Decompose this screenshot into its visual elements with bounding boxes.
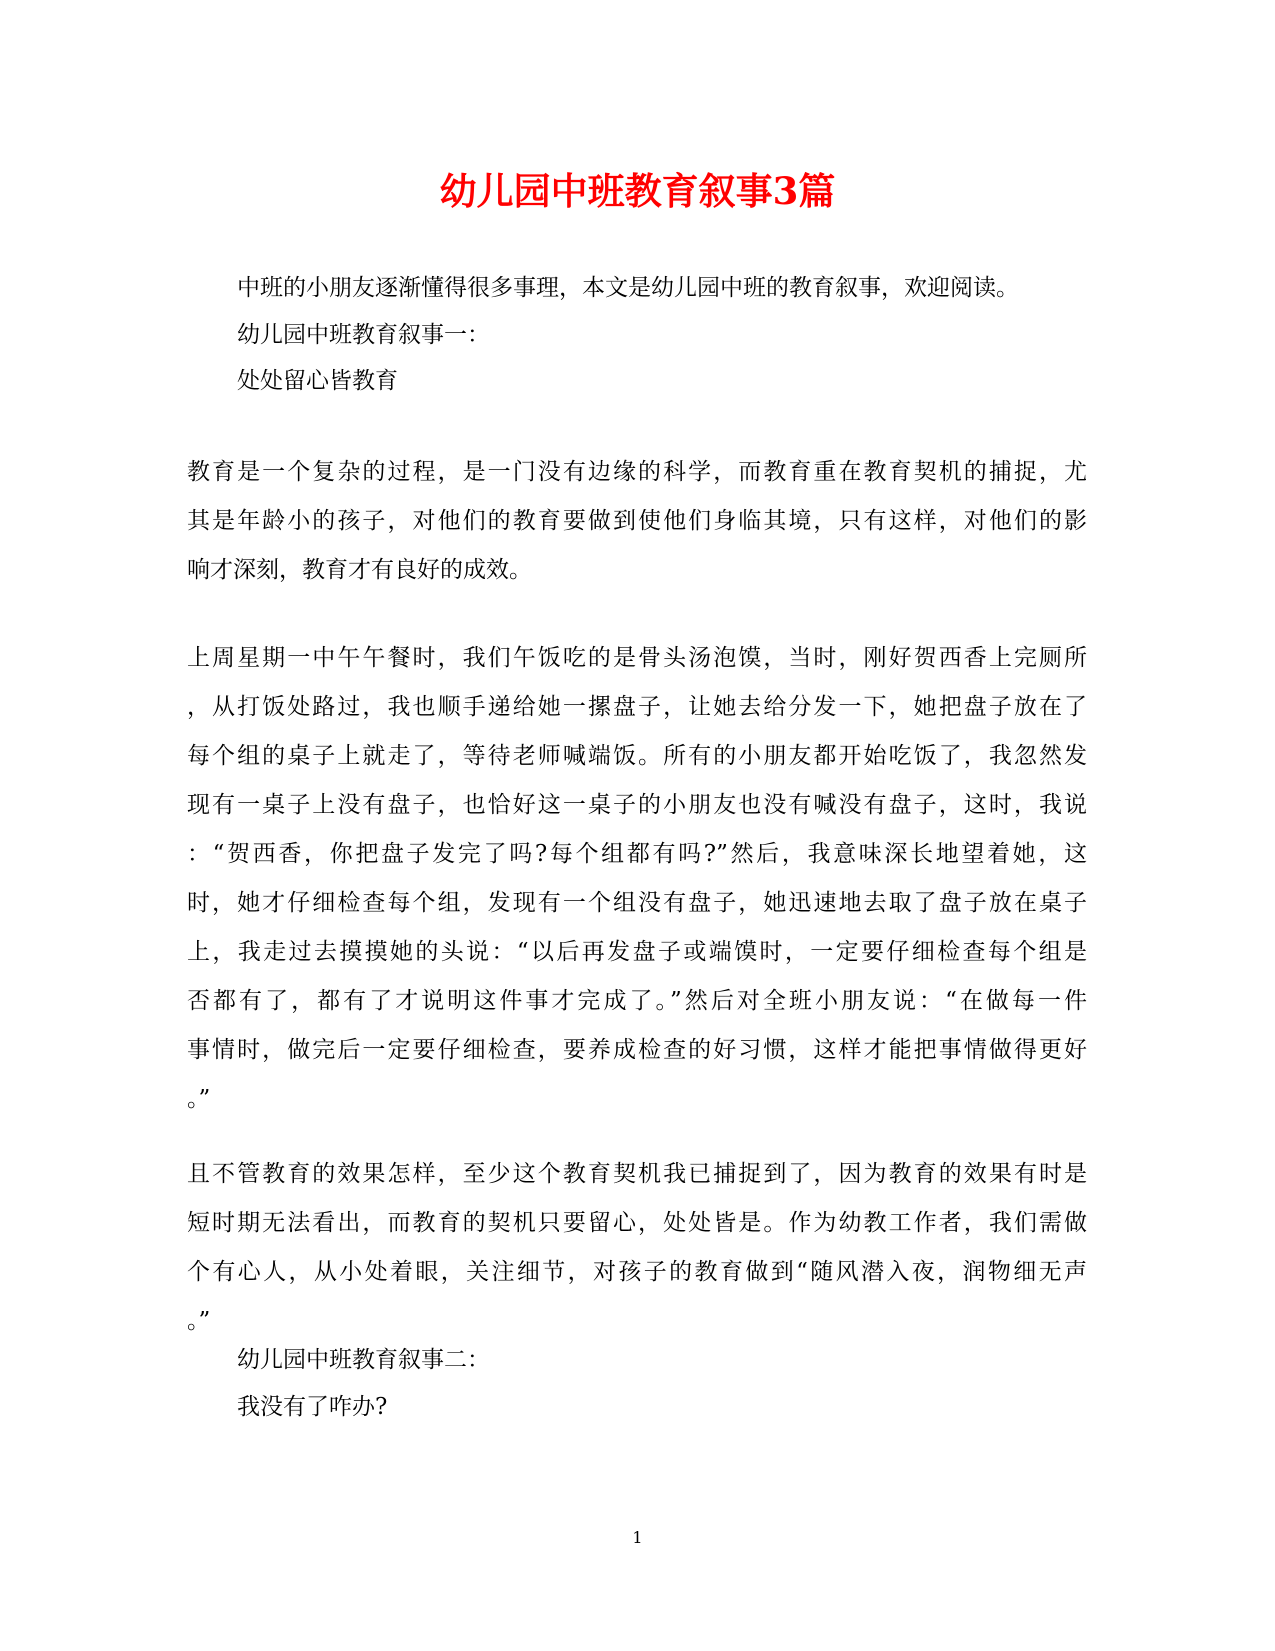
paragraph-line: 教育是一个复杂的过程，是一门没有边缘的科学，而教育重在教育契机的捕捉，尤 (187, 459, 1087, 485)
paragraph-line: 。” (187, 1086, 211, 1112)
intro-line: 中班的小朋友逐渐懂得很多事理，本文是幼儿园中班的教育叙事，欢迎阅读。 (237, 275, 1019, 301)
page-number: 1 (632, 1528, 643, 1547)
paragraph-line: 事情时，做完后一定要仔细检查，要养成检查的好习惯，这样才能把事情做得更好 (187, 1037, 1087, 1063)
document-title: 幼儿园中班教育叙事3篇 (439, 169, 836, 213)
paragraph-line: 响才深刻，教育才有良好的成效。 (187, 557, 532, 583)
paragraph-line: 其是年龄小的孩子，对他们的教育要做到使他们身临其境，只有这样，对他们的影 (187, 508, 1087, 534)
paragraph-line: 且不管教育的效果怎样，至少这个教育契机我已捕捉到了，因为教育的效果有时是 (187, 1161, 1087, 1187)
story1-subtitle: 处处留心皆教育 (237, 368, 398, 394)
paragraph-line: 现有一桌子上没有盘子，也恰好这一桌子的小朋友也没有喊没有盘子，这时，我说 (187, 792, 1087, 818)
paragraph-2 (187, 634, 1087, 1124)
paragraph-line: 每个组的桌子上就走了，等待老师喊端饭。所有的小朋友都开始吃饭了，我忽然发 (187, 743, 1087, 769)
paragraph-line: ，从打饭处路过，我也顺手递给她一摞盘子，让她去给分发一下，她把盘子放在了 (187, 694, 1087, 720)
paragraph-line: 。” (187, 1308, 211, 1334)
story1-heading: 幼儿园中班教育叙事一： (237, 322, 490, 348)
paragraph-line: 个有心人，从小处着眼，关注细节，对孩子的教育做到“随风潜入夜，润物细无声 (187, 1259, 1087, 1285)
paragraph-line: 时，她才仔细检查每个组，发现有一个组没有盘子，她迅速地去取了盘子放在桌子 (187, 890, 1087, 916)
paragraph-line: 上周星期一中午午餐时，我们午饭吃的是骨头汤泡馍，当时，刚好贺西香上完厕所 (187, 645, 1087, 671)
paragraph-line: 上，我走过去摸摸她的头说：“以后再发盘子或端馍时，一定要仔细检查每个组是 (187, 939, 1087, 965)
story2-subtitle: 我没有了咋办? (237, 1394, 388, 1420)
story2-heading: 幼儿园中班教育叙事二： (237, 1347, 490, 1373)
paragraph-line: 短时期无法看出，而教育的契机只要留心，处处皆是。作为幼教工作者，我们需做 (187, 1210, 1087, 1236)
paragraph-line: ：“贺西香，你把盘子发完了吗?每个组都有吗?”然后，我意味深长地望着她，这 (187, 841, 1087, 867)
paragraph-3 (187, 1150, 1087, 1346)
paragraph-1 (187, 448, 1087, 595)
paragraph-line: 否都有了，都有了才说明这件事才完成了。”然后对全班小朋友说：“在做每一件 (187, 988, 1087, 1014)
